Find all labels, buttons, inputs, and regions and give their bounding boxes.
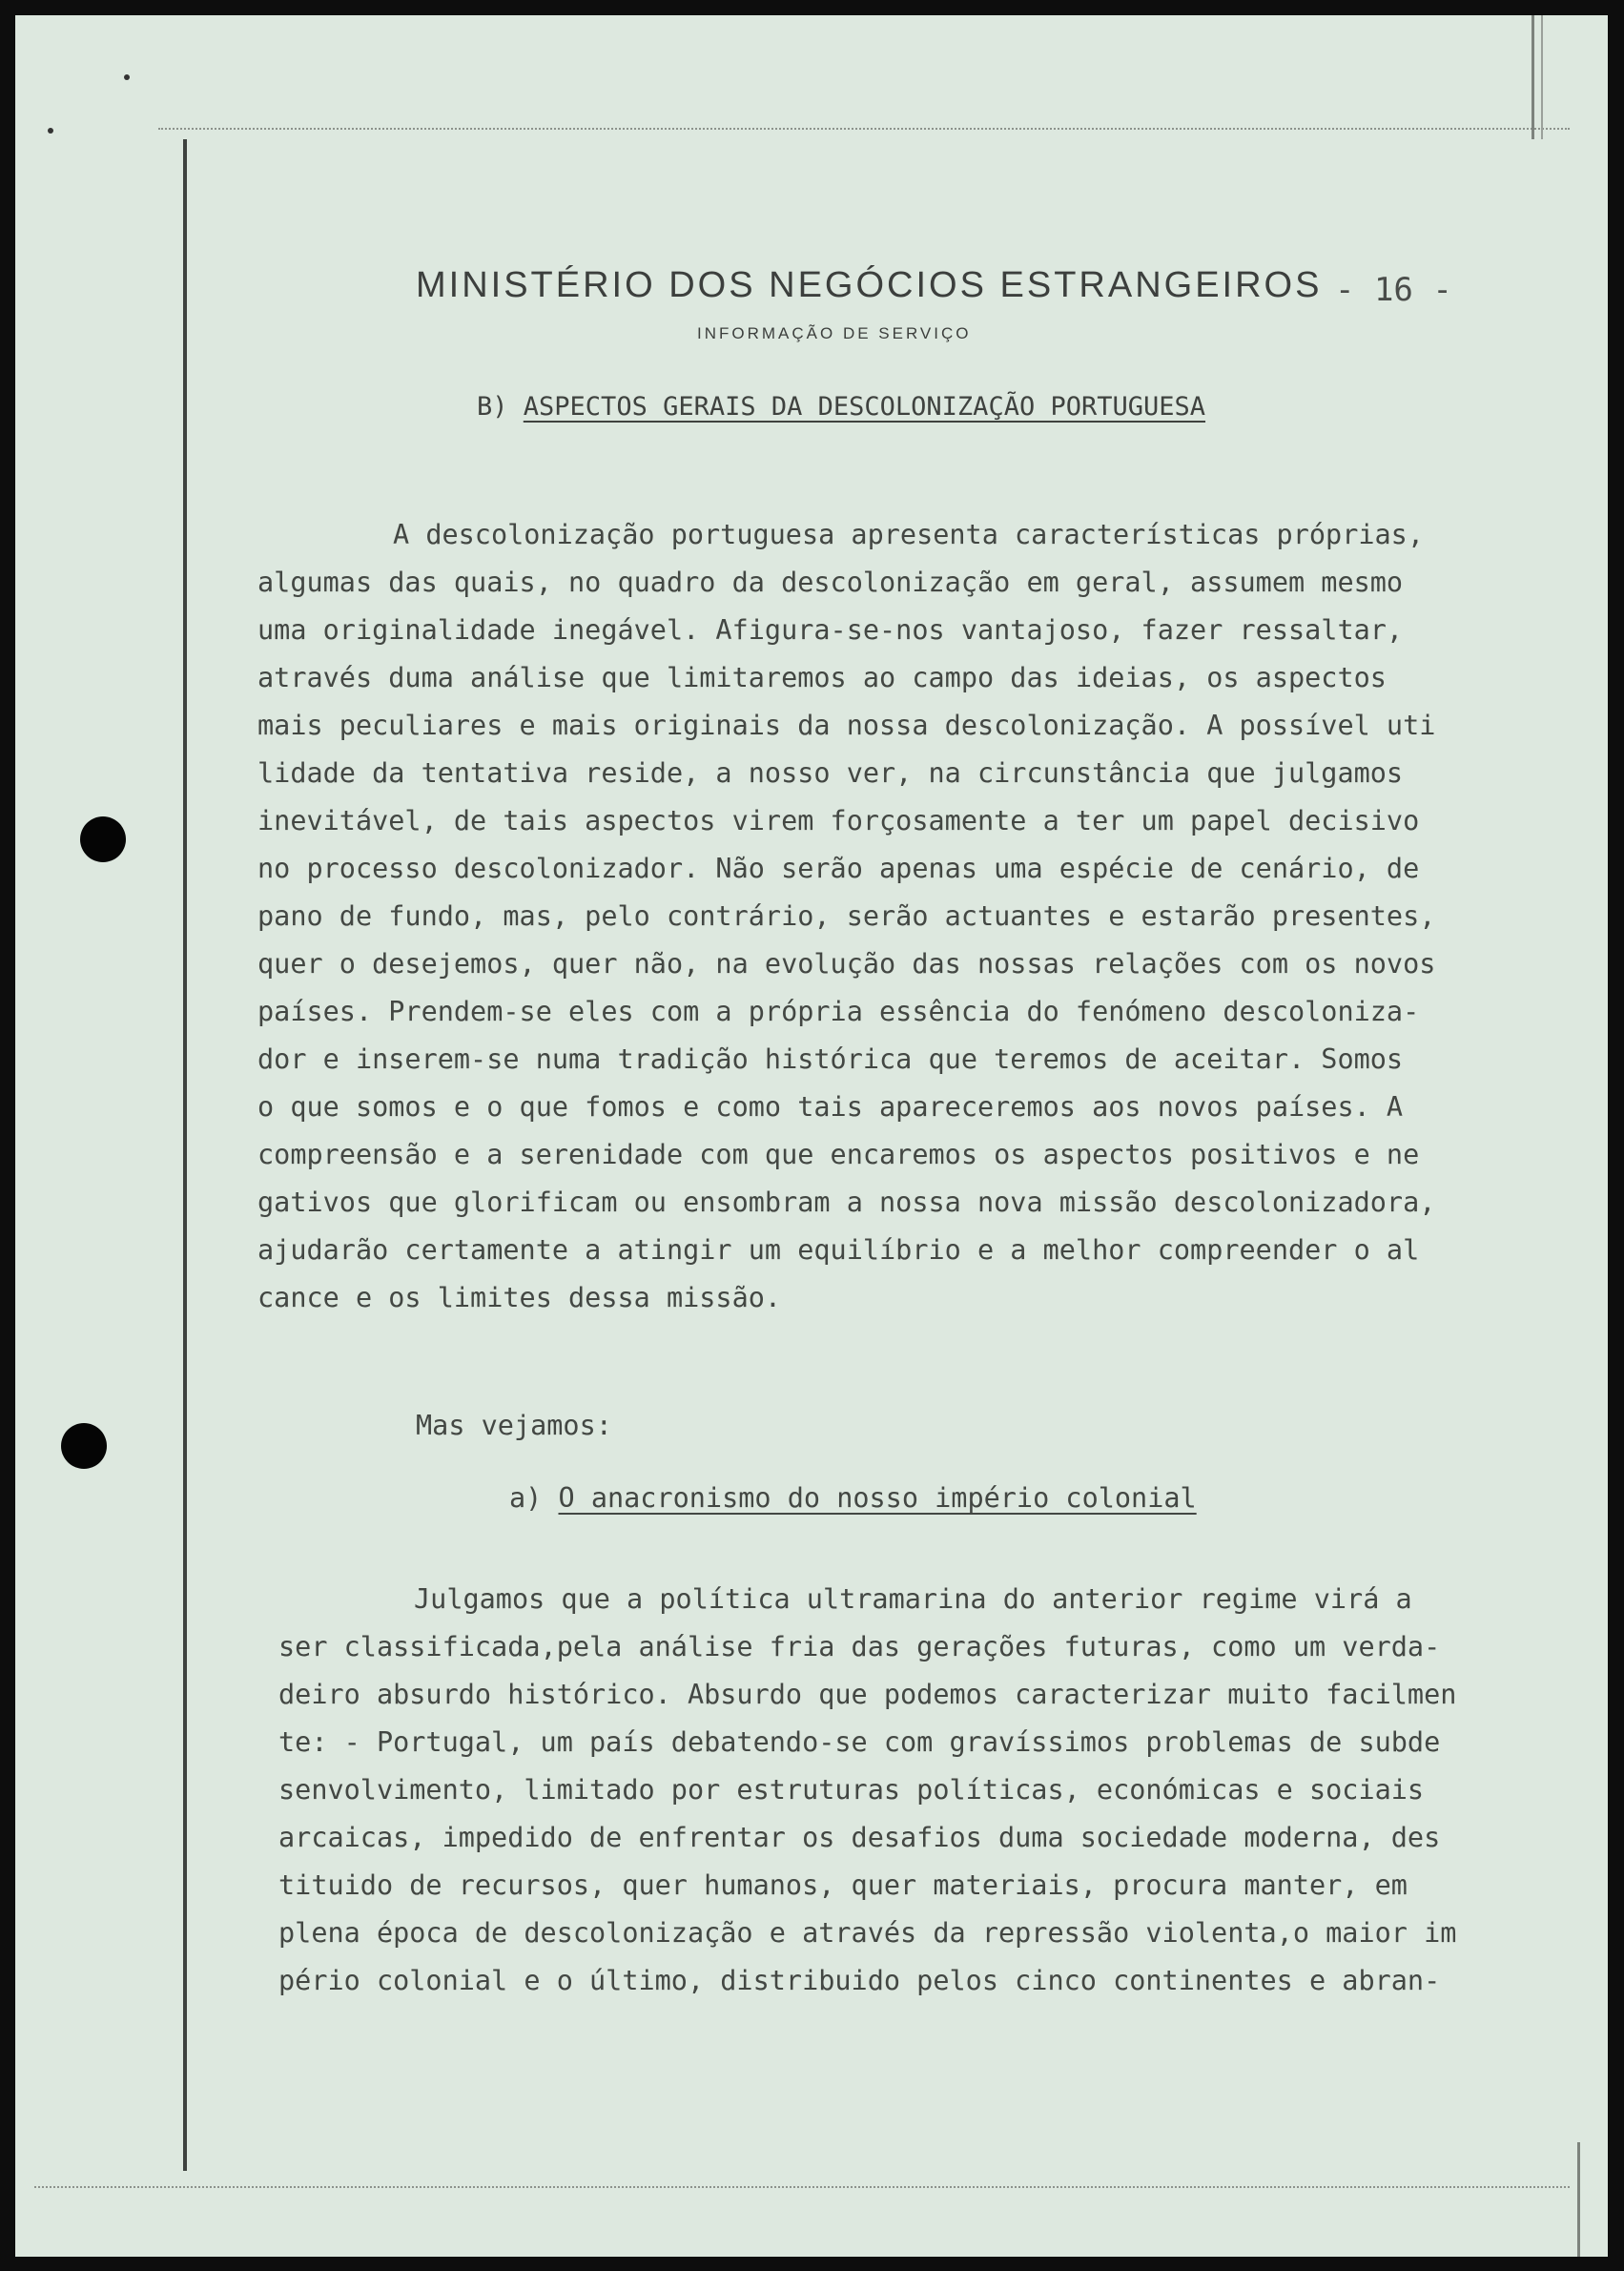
- text-line: uma originalidade inegável. Afigura-se-nos vantajoso, fazer ressaltar,: [257, 614, 1404, 646]
- text-line: arcaicas, impedido de enfrentar os desafios duma sociedade moderna, des: [278, 1822, 1441, 1853]
- intro-line: Mas vejamos:: [416, 1410, 612, 1441]
- document-page: [15, 15, 1608, 2257]
- bottom-dotted-rule: [34, 2186, 1570, 2188]
- section-title: [477, 392, 1205, 422]
- subsection-title: [509, 1482, 1197, 1514]
- text-line: através duma análise que limitaremos ao campo das ideias, os aspectos: [257, 662, 1387, 693]
- paragraph-2: [278, 1576, 1556, 2005]
- top-dotted-rule: [158, 128, 1570, 130]
- paper-speck: [124, 74, 130, 80]
- text-line: compreensão e a serenidade com que encaremos os aspectos positivos e ne: [257, 1139, 1420, 1170]
- text-line: ser classificada,pela análise fria das gerações futuras, como um verda-: [278, 1631, 1441, 1662]
- service-subheading: INFORMAÇÃO DE SERVIÇO: [697, 324, 972, 342]
- text-line: pério colonial e o último, distribuido pelos cinco continentes e abran-: [278, 1965, 1441, 1996]
- section-marker: B): [477, 392, 508, 422]
- text-line: cance e os limites dessa missão.: [257, 1282, 782, 1313]
- right-edge-mark: [1531, 15, 1534, 139]
- subsection-marker: a): [509, 1482, 543, 1514]
- text-line: deiro absurdo histórico. Absurdo que podemos caracterizar muito facilmen: [278, 1679, 1457, 1710]
- section-title-text: ASPECTOS GERAIS DA DESCOLONIZAÇÃO PORTUGUESA: [523, 392, 1206, 422]
- text-line: quer o desejemos, quer não, na evolução das nossas relações com os novos: [257, 948, 1436, 980]
- text-line: Julgamos que a política ultramarina do anterior regime virá a: [414, 1583, 1412, 1615]
- text-line: plena época de descolonização e através da repressão violenta,o maior im: [278, 1917, 1457, 1949]
- text-line: dor e inserem-se numa tradição histórica que teremos de aceitar. Somos: [257, 1043, 1404, 1075]
- text-line: inevitável, de tais aspectos virem forçosamente a ter um papel decisivo: [257, 805, 1420, 836]
- text-line: A descolonização portuguesa apresenta características próprias,: [393, 519, 1424, 550]
- text-line: mais peculiares e mais originais da nossa descolonização. A possível uti: [257, 710, 1436, 741]
- text-line: senvolvimento, limitado por estruturas políticas, económicas e sociais: [278, 1774, 1425, 1806]
- paper-speck: [48, 128, 53, 134]
- subsection-title-text: O anacronismo do nosso império colonial: [558, 1482, 1197, 1514]
- text-line: países. Prendem-se eles com a própria essência do fenómeno descoloniza-: [257, 996, 1420, 1027]
- text-line: te: - Portugal, um país debatendo-se com gravíssimos problemas de subde: [278, 1726, 1441, 1758]
- left-margin-line: [183, 139, 187, 2171]
- paragraph-1: [257, 511, 1535, 1322]
- right-edge-mark: [1577, 2142, 1580, 2257]
- punch-hole: [80, 816, 126, 862]
- ministry-heading: MINISTÉRIO DOS NEGÓCIOS ESTRANGEIROS: [416, 265, 1323, 305]
- text-line: tituido de recursos, quer humanos, quer materiais, procura manter, em: [278, 1869, 1408, 1901]
- text-line: ajudarão certamente a atingir um equilíbrio e a melhor compreender o al: [257, 1234, 1420, 1266]
- text-line: algumas das quais, no quadro da descolonização em geral, assumem mesmo: [257, 567, 1404, 598]
- right-edge-mark: [1541, 15, 1543, 139]
- page-number: - 16 -: [1335, 271, 1452, 309]
- text-line: gativos que glorificam ou ensombram a nossa nova missão descolonizadora,: [257, 1187, 1436, 1218]
- text-line: o que somos e o que fomos e como tais apareceremos aos novos países. A: [257, 1091, 1404, 1123]
- text-line: no processo descolonizador. Não serão apenas uma espécie de cenário, de: [257, 853, 1420, 884]
- text-line: lidade da tentativa reside, a nosso ver, na circunstância que julgamos: [257, 757, 1404, 789]
- text-line: pano de fundo, mas, pelo contrário, serão actuantes e estarão presentes,: [257, 900, 1436, 932]
- punch-hole: [61, 1423, 107, 1469]
